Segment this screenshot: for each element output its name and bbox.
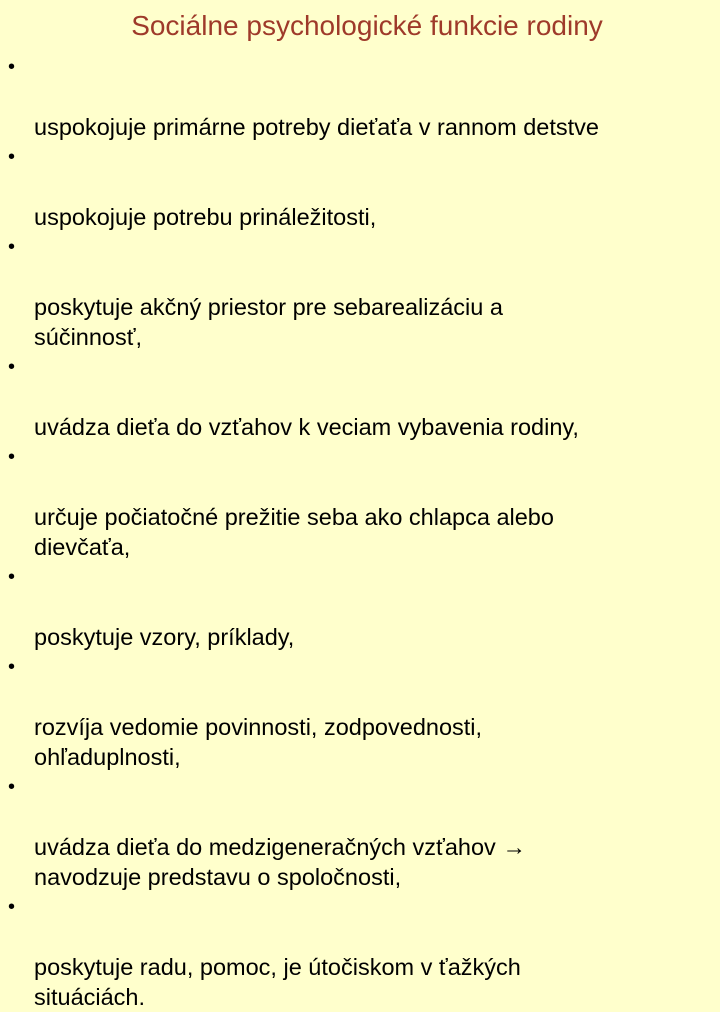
list-item <box>8 652 718 772</box>
bullet-text: rozvíja vedomie povinnosti, zodpovednosti, ohľaduplnosti, <box>34 714 483 770</box>
bullet-text: uvádza dieťa do medzigeneračných vzťahov → navodzuje predstavu o spoločnosti, <box>34 834 526 890</box>
bullet-text: poskytuje vzory, príklady, <box>34 624 295 650</box>
bullet-icon: • <box>8 776 16 798</box>
bullet-text: poskytuje akčný priestor pre sebarealizáciu a súčinnosť, <box>34 294 503 350</box>
bullet-icon: • <box>8 236 16 258</box>
list-item <box>8 232 718 352</box>
bullet-text: uvádza dieťa do vzťahov k veciam vybavenia rodiny, <box>34 414 579 440</box>
bullet-icon: • <box>8 356 16 378</box>
bullet-icon: • <box>8 566 16 588</box>
bullet-icon: • <box>8 656 16 678</box>
bullet-icon: • <box>8 896 16 918</box>
list-item <box>8 442 718 562</box>
list-item <box>8 142 718 232</box>
bullet-icon: • <box>8 56 16 78</box>
bullet-text: poskytuje radu, pomoc, je útočiskom v ťažkých situáciách. <box>34 954 521 1010</box>
slide-title: Sociálne psychologické funkcie rodiny <box>131 10 603 41</box>
list-item <box>8 562 718 652</box>
bullet-text: uspokojuje potrebu prináležitosti, <box>34 204 377 230</box>
list-item <box>8 772 718 892</box>
list-item <box>8 52 718 142</box>
bullet-icon: • <box>8 446 16 468</box>
list-item <box>8 892 718 1012</box>
bullet-text: určuje počiatočné prežitie seba ako chlapca alebo dievčaťa, <box>34 504 554 560</box>
list-item <box>8 352 718 442</box>
bullet-list <box>8 52 718 1012</box>
bullet-icon: • <box>8 146 16 168</box>
bullet-text: uspokojuje primárne potreby dieťaťa v rannom detstve <box>34 114 599 140</box>
